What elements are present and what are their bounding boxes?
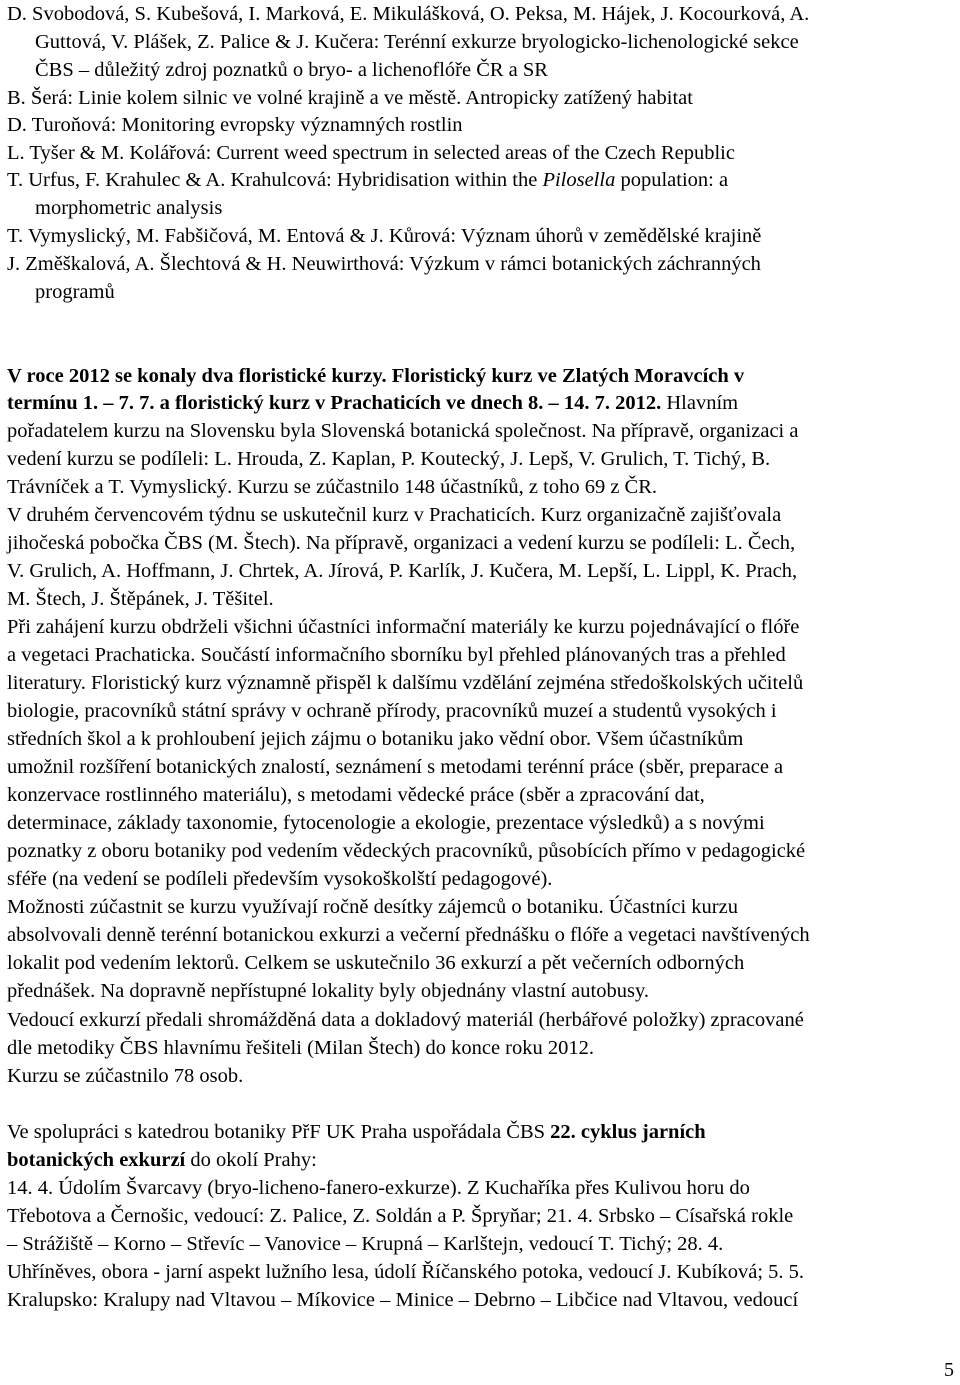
paragraph-line: sféře (na vedení se podíleli především vysokoškolští pedagogové). bbox=[7, 868, 553, 890]
paragraph-line: V. Grulich, A. Hoffmann, J. Chrtek, A. Jírová, P. Karlík, J. Kučera, M. Lepší, L. Lippl, K. Prach, bbox=[7, 560, 798, 582]
paragraph-line: Trávníček a T. Vymyslický. Kurzu se zúčastnilo 148 účastníků, z toho 69 z ČR. bbox=[7, 476, 658, 498]
paragraph-line: 14. 4. Údolím Švarcavy (bryo-licheno-fanero-exkurze). Z Kuchaříka přes Kulivou horu do bbox=[7, 1177, 750, 1199]
paragraph-line: literatury. Floristický kurz významně přispěl k dalšímu vzdělání zejména středoškolských učitelů bbox=[7, 672, 804, 694]
paragraph-line: determinace, základy taxonomie, fytocenologie a ekologie, prezentace výsledků) a s novými bbox=[7, 812, 765, 834]
reference-line: D. Svobodová, S. Kubešová, I. Marková, E. Mikulášková, O. Peksa, M. Hájek, J. Kocourková, A. bbox=[7, 3, 810, 25]
reference-line: J. Změškalová, A. Šlechtová & H. Neuwirthová: Výzkum v rámci botanických záchranných bbox=[7, 253, 761, 275]
paragraph-line: V druhém červencovém týdnu se uskutečnil kurz v Prachaticích. Kurz organizačně zajišťovala bbox=[7, 504, 782, 526]
paragraph-line: konzervace rostlinného materiálu), s metodami vědecké práce (sběr a zpracování dat, bbox=[7, 784, 705, 806]
paragraph-line: a vegetaci Prachaticka. Součástí informačního sborníku byl přehled plánovaných tras a přehled bbox=[7, 644, 786, 666]
paragraph-line: přednášek. Na dopravně nepřístupné lokality byly objednány vlastní autobusy. bbox=[7, 980, 649, 1002]
paragraph-line: umožnil rozšíření botanických znalostí, seznámení s metodami terénní práce (sběr, preparace a bbox=[7, 756, 784, 778]
reference-line: B. Šerá: Linie kolem silnic ve volné krajině a ve městě. Antropicky zatížený habitat bbox=[7, 87, 693, 109]
paragraph-line: biologie, pracovníků státní správy v ochraně přírody, pracovníků muzeí a studentů vysokých i bbox=[7, 700, 777, 722]
page-number: 5 bbox=[944, 1359, 954, 1381]
paragraph-line: Možnosti zúčastnit se kurzu využívají ročně desítky zájemců o botaniku. Účastníci kurzu bbox=[7, 896, 738, 918]
reference-line: L. Tyšer & M. Kolářová: Current weed spectrum in selected areas of the Czech Republic bbox=[7, 142, 735, 164]
reference-line: morphometric analysis bbox=[35, 197, 223, 219]
paragraph-line: Při zahájení kurzu obdrželi všichni účastníci informační materiály ke kurzu pojednávající o flóře bbox=[7, 616, 800, 638]
paragraph-line: poznatky z oboru botaniky pod vedením vědeckých pracovníků, působících přímo v pedagogické bbox=[7, 840, 806, 862]
paragraph-line: – Strážiště – Korno – Střevíc – Vanovice – Krupná – Karlštejn, vedoucí T. Tichý; 28. 4. bbox=[7, 1233, 724, 1255]
paragraph-line: Kurzu se zúčastnilo 78 osob. bbox=[7, 1065, 244, 1087]
reference-line: T. Vymyslický, M. Fabšičová, M. Entová & J. Kůrová: Význam úhorů v zemědělské krajině bbox=[7, 225, 762, 247]
paragraph-line: Kralupsko: Kralupy nad Vltavou – Míkovice – Minice – Debrno – Libčice nad Vltavou, vedoucí bbox=[7, 1289, 799, 1311]
paragraph-line: botanických exkurzí do okolí Prahy: bbox=[7, 1149, 317, 1171]
reference-line: T. Urfus, F. Krahulec & A. Krahulcová: Hybridisation within the Pilosella population: a bbox=[7, 169, 729, 191]
paragraph-line: Uhříněves, obora - jarní aspekt lužního lesa, údolí Říčanského potoka, vedoucí J. Kubíková; 5. 5. bbox=[7, 1261, 805, 1283]
paragraph-line: pořadatelem kurzu na Slovensku byla Slovenská botanická společnost. Na přípravě, organizaci a bbox=[7, 420, 799, 442]
paragraph-line: termínu 1. – 7. 7. a floristický kurz v Prachaticích ve dnech 8. – 14. 7. 2012. Hlavním bbox=[7, 392, 739, 414]
paragraph-line: dle metodiky ČBS hlavnímu řešiteli (Milan Štech) do konce roku 2012. bbox=[7, 1037, 595, 1059]
reference-line: ČBS – důležitý zdroj poznatků o bryo- a lichenoflóře ČR a SR bbox=[35, 59, 548, 81]
paragraph-line: lokalit pod vedením lektorů. Celkem se uskutečnilo 36 exkurzí a pět večerních odborných bbox=[7, 952, 745, 974]
paragraph-line: Ve spolupráci s katedrou botaniky PřF UK Praha uspořádala ČBS 22. cyklus jarních bbox=[7, 1121, 706, 1143]
paragraph-line: M. Štech, J. Štěpánek, J. Těšitel. bbox=[7, 588, 274, 610]
paragraph-line: vedení kurzu se podíleli: L. Hrouda, Z. Kaplan, P. Koutecký, J. Lepš, V. Grulich, T. Tichý, B. bbox=[7, 448, 771, 470]
paragraph-line: Třebotova a Černošic, vedoucí: Z. Palice, Z. Soldán a P. Špryňar; 21. 4. Srbsko – Císařská rokle bbox=[7, 1205, 794, 1227]
reference-line: D. Turoňová: Monitoring evropsky významných rostlin bbox=[7, 114, 463, 136]
paragraph-line: Vedoucí exkurzí předali shromážděná data a dokladový materiál (herbářové položky) zpracované bbox=[7, 1009, 804, 1031]
reference-line: Guttová, V. Plášek, Z. Palice & J. Kučera: Terénní exkurze bryologicko-lichenologické sekce bbox=[35, 31, 799, 53]
paragraph-line: středních škol a k prohloubení jejich zájmu o botaniku jako vědní obor. Všem účastníkům bbox=[7, 728, 744, 750]
reference-line: programů bbox=[35, 281, 115, 303]
paragraph-line: absolvovali denně terénní botanickou exkurzi a večerní přednášku o flóře a vegetaci navštívených bbox=[7, 924, 810, 946]
paragraph-line: V roce 2012 se konaly dva floristické kurzy. Floristický kurz ve Zlatých Moravcích v bbox=[7, 365, 745, 387]
paragraph-line: jihočeská pobočka ČBS (M. Štech). Na přípravě, organizaci a vedení kurzu se podíleli: L. Čech, bbox=[7, 532, 796, 554]
